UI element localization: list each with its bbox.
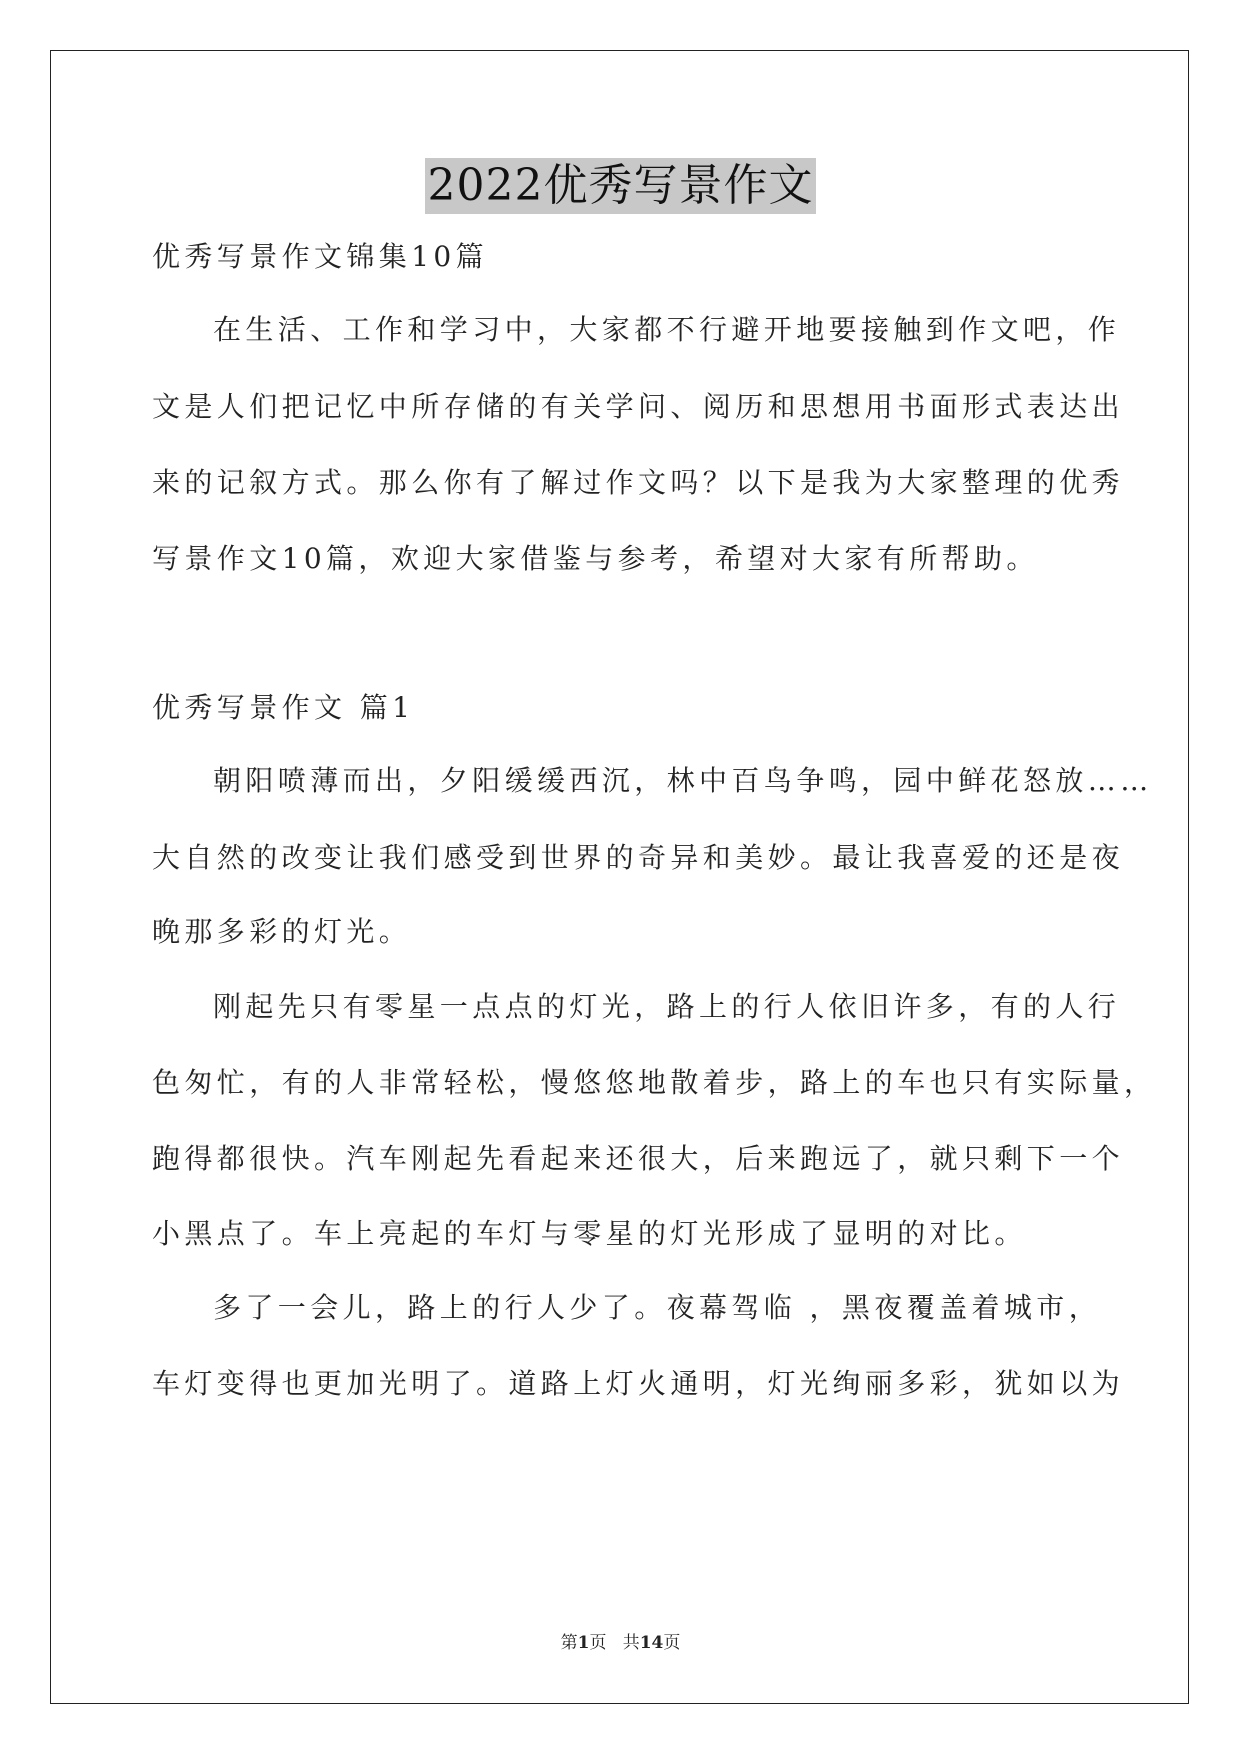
text-line: 来的记叙方式。那么你有了解过作文吗？以下是我为大家整理的优秀 (152, 466, 1125, 499)
text-line: 色匆忙，有的人非常轻松，慢悠悠地散着步，路上的车也只有实际量， (152, 1066, 1157, 1099)
text-line: 晚那多彩的灯光。 (152, 915, 412, 948)
text-line: 多了一会儿，路上的行人少了。夜幕驾临 ，黑夜覆盖着城市， (213, 1291, 1102, 1324)
subtitle: 优秀写景作文锦集10篇 (152, 240, 489, 273)
total-suffix: 页 (663, 1633, 681, 1653)
section-heading: 优秀写景作文 篇1 (152, 691, 415, 724)
text-line: 文是人们把记忆中所存储的有关学问、阅历和思想用书面形式表达出 (152, 390, 1125, 423)
text-line: 写景作文10篇，欢迎大家借鉴与参考，希望对大家有所帮助。 (152, 542, 1039, 575)
text-line: 小黑点了。车上亮起的车灯与零星的灯光形成了显明的对比。 (152, 1217, 1027, 1250)
document-title: 2022优秀写景作文 (425, 158, 817, 214)
text-line: 刚起先只有零星一点点的灯光，路上的行人依旧许多，有的人行 (213, 990, 1121, 1023)
text-line: 跑得都很快。汽车刚起先看起来还很大，后来跑远了，就只剩下一个 (152, 1142, 1125, 1175)
page-suffix: 页 (589, 1633, 607, 1653)
page-prefix: 第 (560, 1633, 578, 1653)
text-line: 车灯变得也更加光明了。道路上灯火通明，灯光绚丽多彩，犹如以为 (152, 1367, 1125, 1400)
text-line: 大自然的改变让我们感受到世界的奇异和美妙。最让我喜爱的还是夜 (152, 841, 1125, 874)
total-pages: 14 (639, 1633, 664, 1653)
page-number: 1 (577, 1633, 590, 1653)
title-container (0, 158, 1241, 214)
page-footer (0, 1628, 1241, 1653)
total-prefix: 共 (622, 1633, 640, 1653)
text-line: 朝阳喷薄而出，夕阳缓缓西沉，林中百鸟争鸣，园中鲜花怒放…… (213, 764, 1153, 797)
text-line: 在生活、工作和学习中，大家都不行避开地要接触到作文吧，作 (213, 313, 1121, 346)
